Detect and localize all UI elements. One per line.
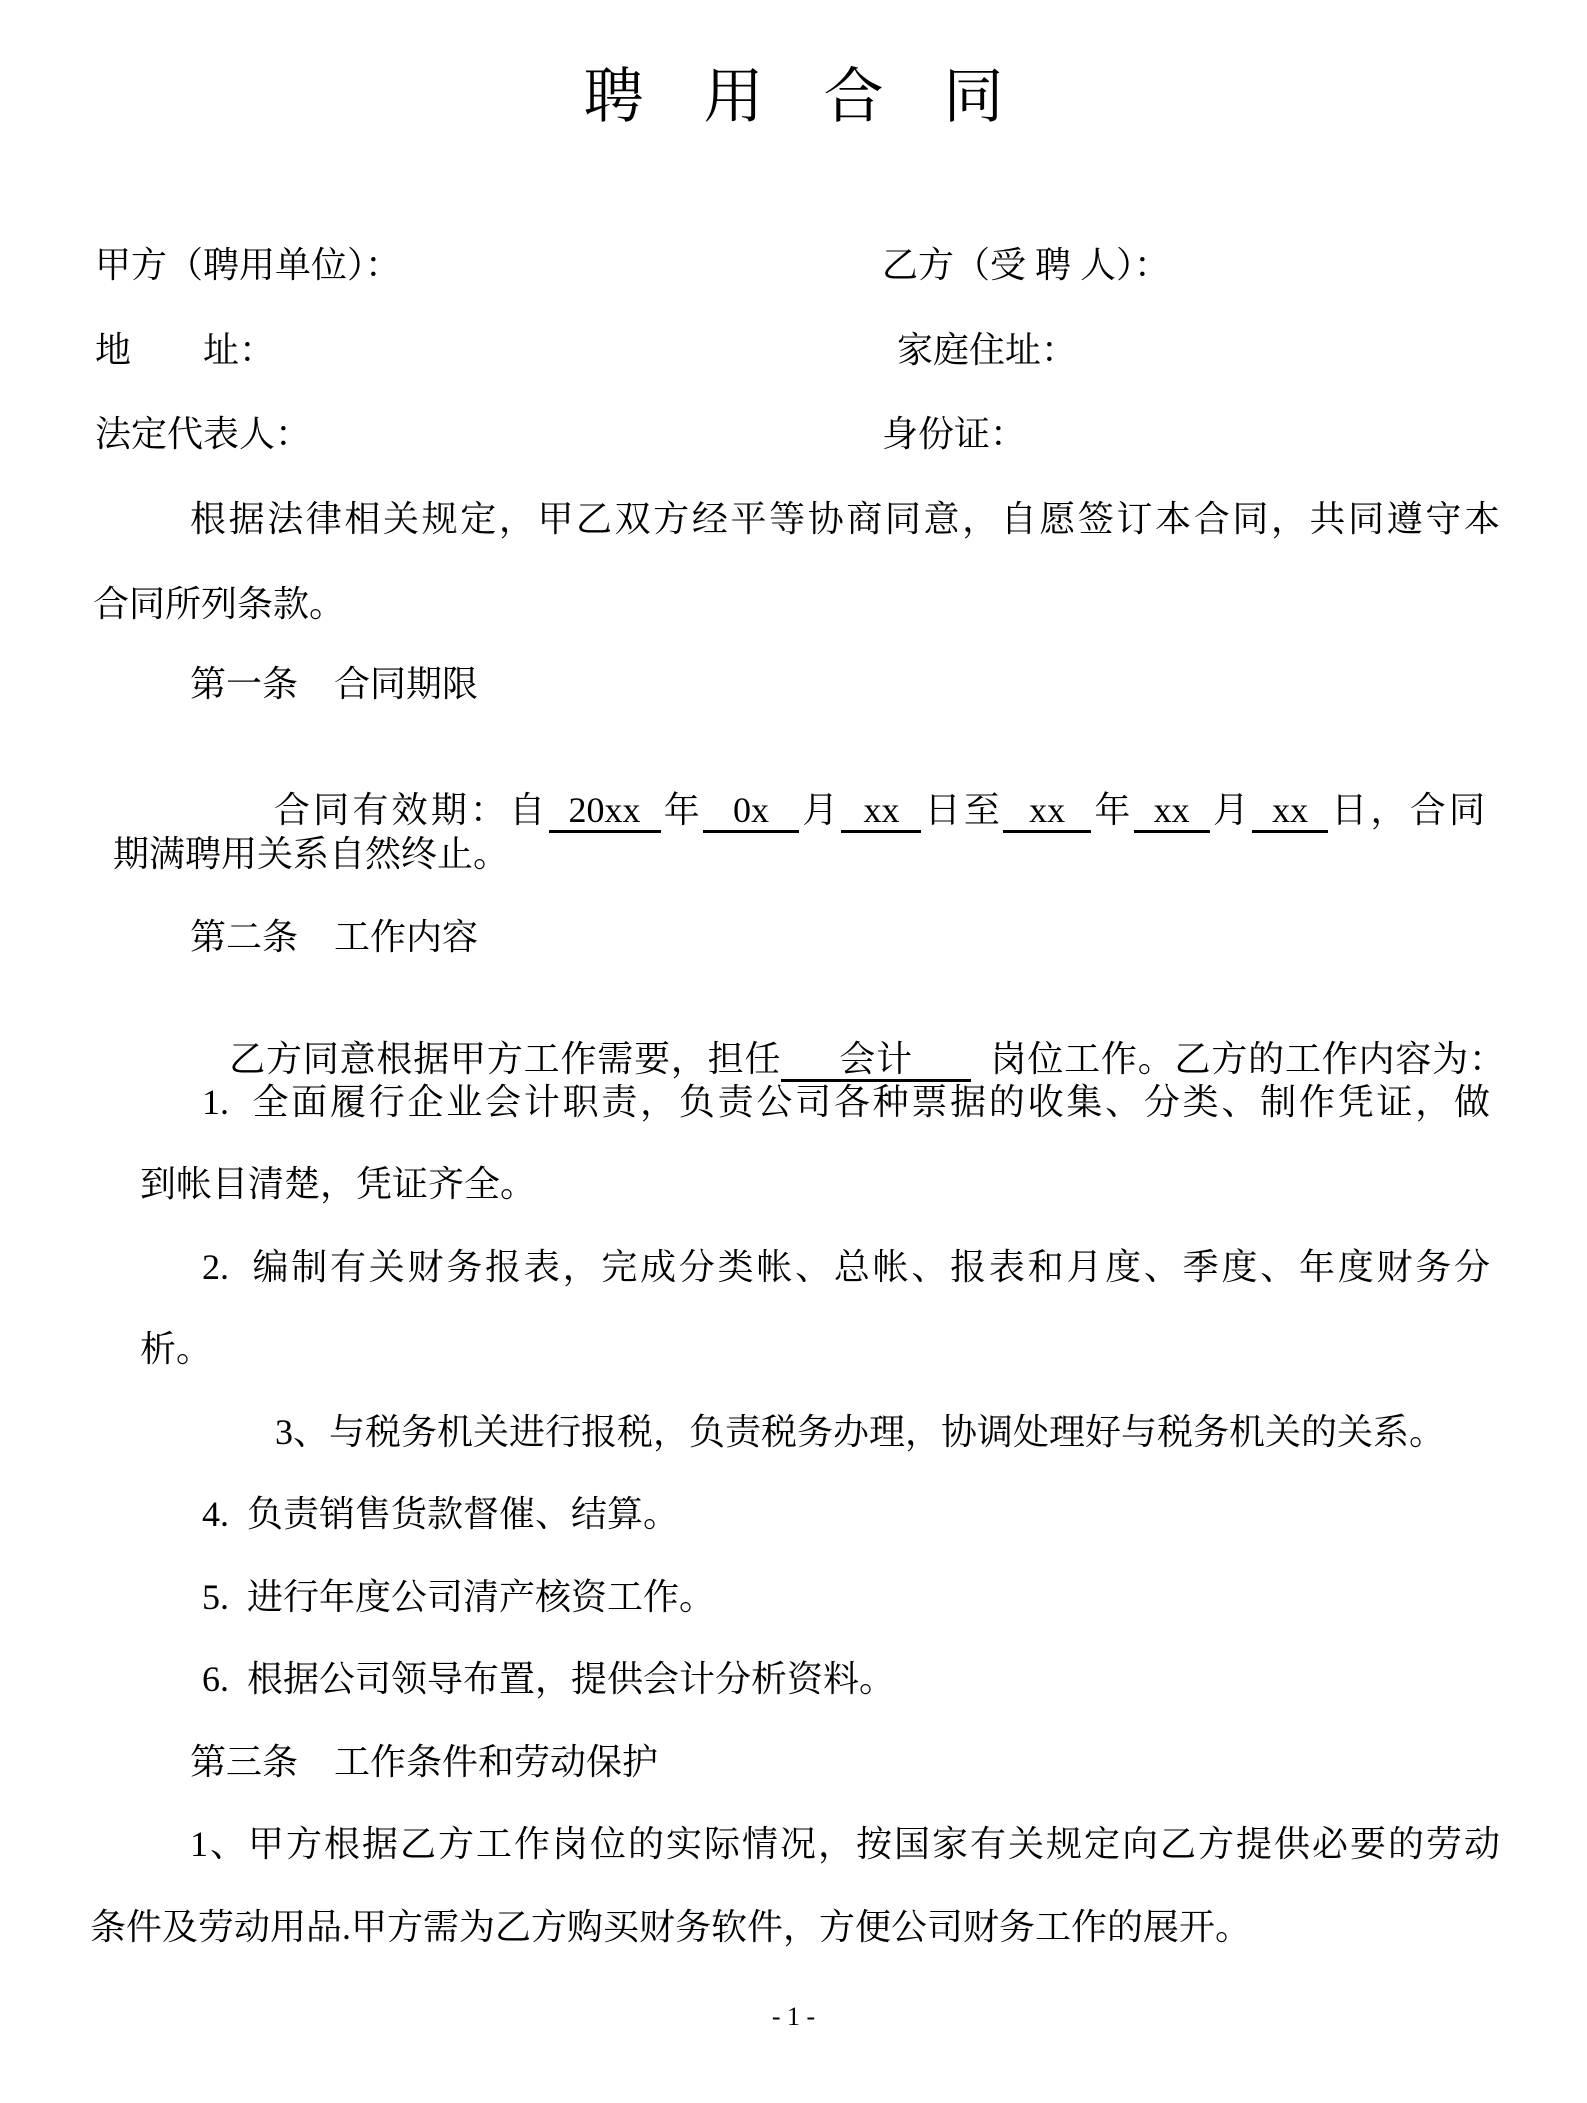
party-a-label: 甲方（聘用单位）： bbox=[95, 245, 402, 285]
article-1-heading: 第一条 合同期限 bbox=[190, 664, 479, 704]
year-label: 年 bbox=[660, 790, 703, 830]
year-label-2: 年 bbox=[1091, 790, 1134, 830]
end-day-blank: xx bbox=[1252, 790, 1328, 833]
term-prefix: 合同有效期：自 bbox=[273, 790, 549, 830]
position-suffix: 岗位工作。乙方的工作内容为： bbox=[970, 1039, 1505, 1079]
contract-term-line-2: 期满聘用关系自然终止。 bbox=[113, 834, 510, 874]
end-year-blank: xx bbox=[1003, 790, 1091, 833]
page-number: - 1 - bbox=[771, 2002, 816, 2031]
work-item-3: 3、与税务机关进行报税，负责税务办理，协调处理好与税务机关的关系。 bbox=[275, 1412, 1446, 1452]
position-prefix: 乙方同意根据甲方工作需要，担任 bbox=[229, 1039, 782, 1079]
preamble-line-2: 合同所列条款。 bbox=[93, 584, 346, 624]
term-suffix: 日，合同 bbox=[1328, 790, 1485, 830]
work-item-5: 5. 进行年度公司清产核资工作。 bbox=[202, 1577, 716, 1617]
position-blank: 会计 bbox=[781, 1039, 971, 1082]
article-3-heading: 第三条 工作条件和劳动保护 bbox=[190, 1742, 659, 1782]
work-item-4: 4. 负责销售货款督催、结算。 bbox=[202, 1494, 680, 1534]
party-b-label: 乙方（受 聘 人）： bbox=[882, 245, 1171, 285]
labor-clause-line-2: 条件及劳动用品.甲方需为乙方购买财务软件，方便公司财务工作的展开。 bbox=[90, 1907, 1252, 1947]
work-item-1-line-1: 1. 全面履行企业会计职责，负责公司各种票据的收集、分类、制作凭证，做 bbox=[202, 1082, 1490, 1122]
work-item-2-line-2: 析。 bbox=[140, 1329, 213, 1369]
id-card-label: 身份证： bbox=[882, 414, 1027, 454]
article-2-heading: 第二条 工作内容 bbox=[190, 917, 479, 957]
work-item-6: 6. 根据公司领导布置，提供会计分析资料。 bbox=[202, 1659, 896, 1699]
work-item-2-line-1: 2. 编制有关财务报表，完成分类帐、总帐、报表和月度、季度、年度财务分 bbox=[202, 1247, 1490, 1287]
preamble-line-1: 根据法律相关规定，甲乙双方经平等协商同意，自愿签订本合同，共同遵守本 bbox=[190, 499, 1500, 539]
labor-clause-line-1: 1、甲方根据乙方工作岗位的实际情况，按国家有关规定向乙方提供必要的劳动 bbox=[190, 1824, 1500, 1864]
end-month-blank: xx bbox=[1134, 790, 1210, 833]
position-line bbox=[190, 999, 1505, 1079]
document-title: 聘 用 合 同 bbox=[583, 64, 1004, 130]
contract-term-line bbox=[225, 750, 1485, 830]
month-label-2: 月 bbox=[1209, 790, 1253, 830]
work-item-1-line-2: 到帐目清楚，凭证齐全。 bbox=[140, 1164, 537, 1204]
start-day-blank: xx bbox=[841, 790, 921, 833]
address-label: 地 址： bbox=[95, 330, 276, 370]
start-month-blank: 0x bbox=[703, 790, 799, 833]
to-label: 日至 bbox=[921, 790, 1004, 830]
home-address-label: 家庭住址： bbox=[897, 330, 1078, 370]
start-year-blank: 20xx bbox=[549, 790, 661, 833]
month-label: 月 bbox=[798, 790, 842, 830]
legal-rep-label: 法定代表人： bbox=[95, 414, 312, 454]
